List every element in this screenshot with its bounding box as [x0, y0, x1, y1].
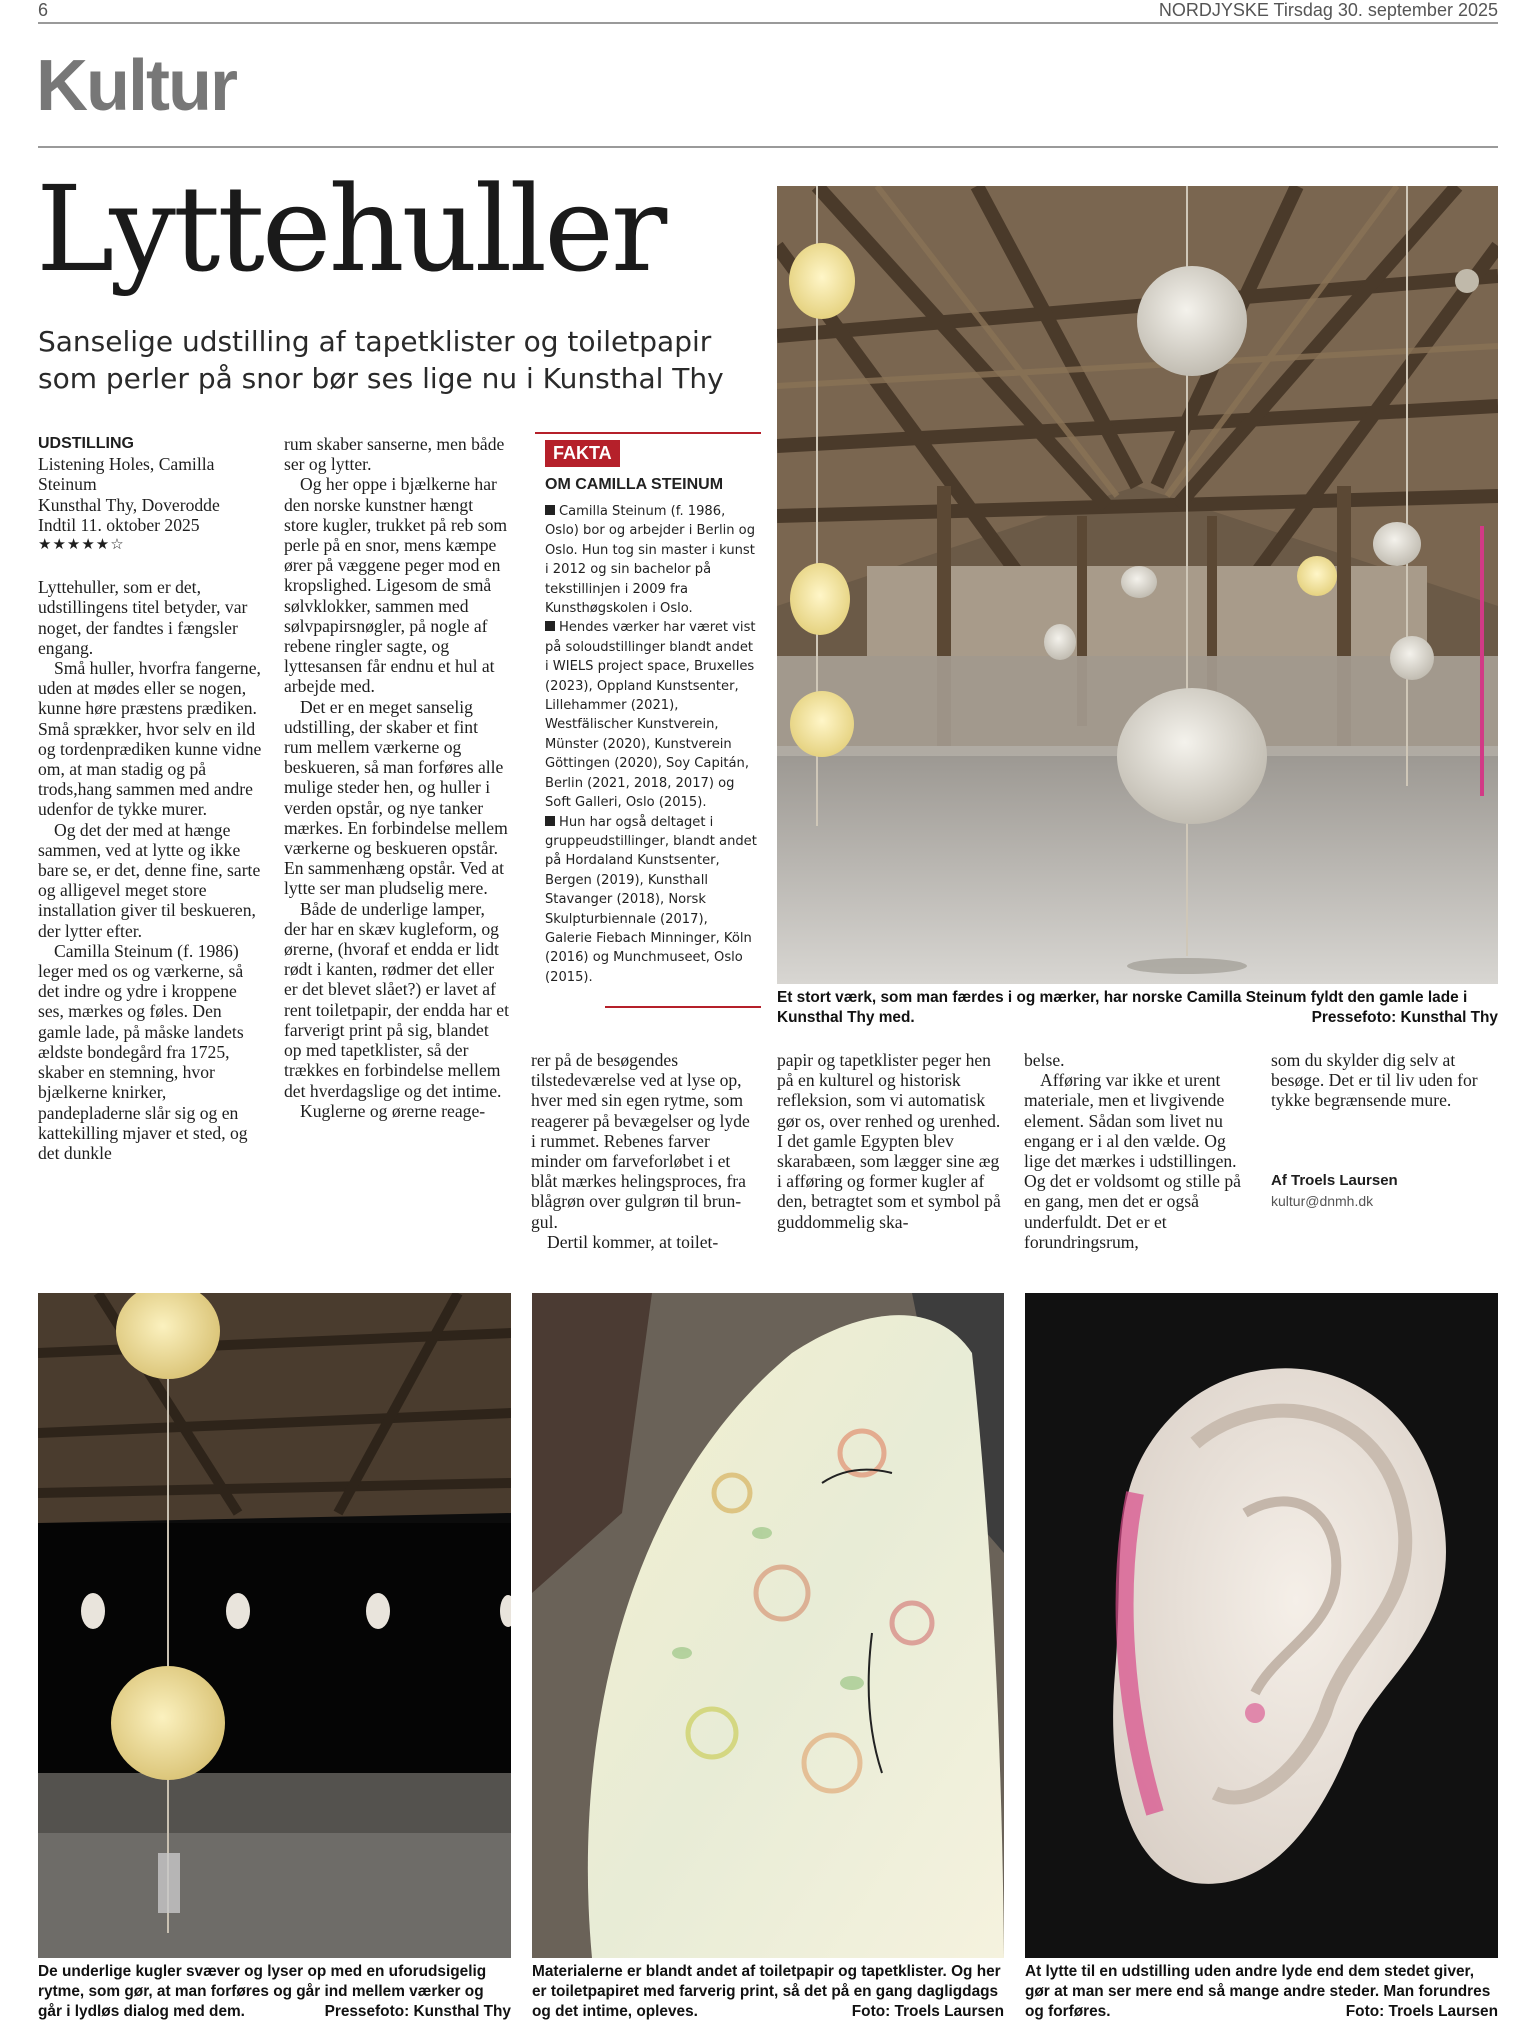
paragraph: belse. — [1024, 1050, 1065, 1070]
caption-text: Et stort værk, som man færdes i og mærker, har norske Camilla Steinum fyldt den gamle lade i Kunsthal Thy med. — [777, 989, 1468, 1026]
byline: Af Troels Laursen — [1271, 1171, 1398, 1189]
section-divider — [38, 146, 1498, 148]
fakta-tag: FAKTA — [545, 440, 620, 467]
paragraph: Camilla Steinum (f. 1986) leger med os og værkerne, så det indre og ydre i kroppene ses, mærkes og føles. Den gamle lade, på måske landets ældste bondegård fra 1725, skaber en stemning, hvor bjælkerne knirker, pandepladerne slår sig og en kattekilling mjaver et sted, og det dunkle — [38, 940, 248, 1163]
main-photo — [777, 186, 1498, 984]
info-label: UDSTILLING — [38, 435, 134, 452]
paragraph: Dertil kommer, at toilet- — [547, 1231, 719, 1252]
fakta-top-rule — [535, 432, 761, 434]
fakta-item: Camilla Steinum (f. 1986, Oslo) bor og arbejder i Berlin og Oslo. Hun tog sin master i kunst i 2012 og sin bachelor på tekstillinjen i 2009 fra Kunsthøgskolen i Oslo. — [545, 504, 756, 617]
star-rating: ★★★★★☆ — [38, 537, 125, 554]
info-dates: Indtil 11. oktober 2025 — [38, 514, 200, 535]
page-number: 6 — [38, 0, 49, 20]
paragraph: som du skylder dig selv at besøge. Det er til liv uden for tykke begrænsende mure. — [1271, 1050, 1478, 1111]
caption-credit: Pressefoto: Kunsthal Thy — [1311, 1009, 1498, 1026]
paragraph: papir og tapetklister peger hen på en kulturel og historisk refleksion, som vi automatisk gør os, over renhed og urenhed. I det gamle Egypten blev skarabæen, som lægger sine æg i afføring og former kugler af den, betragtet som et symbol på guddommelig ska- — [777, 1050, 1001, 1232]
paragraph: Og det der med at hænge sammen, ved at lytte og ikke bare se, er det, denne fine, sarte og alligevel meget store installation giver til beskueren, der lytter efter. — [38, 819, 261, 941]
photo-paper-closeup — [532, 1293, 1004, 1958]
bullet-square-icon — [545, 816, 555, 826]
right-photo-caption — [1025, 1962, 1498, 2022]
article-column-2 — [284, 434, 510, 1121]
caption-text: Materialerne er blandt andet af toiletpapir og tapetklister. Og her er toiletpapiret med farverig print, så det på en gang dagligdags og det intime, opleves. — [532, 1963, 1001, 2020]
bullet-square-icon — [545, 621, 555, 631]
paragraph: Kuglerne og ørerne reage- — [300, 1100, 486, 1121]
paragraph: Og her oppe i bjælkerne har den norske kunstner hængt store kugler, trukket på reb som perle på en snor, mens kæmpe ører på væggene peger mod en kropslighed. Ligesom de små sølvklokker, sammen med sølvpapirsnøgler, på nogle af rebene ringler sagte, og lyttesansen får endnu et hul at arbejde med. — [284, 474, 508, 697]
caption-text: De underlige kugler svæver og lyser op med en uforudsigelig rytme, som gør, at man forføres og går ind mellem værker og går i lydløs dialog med dem. — [38, 1963, 487, 2020]
paragraph: rer på de besøgendes tilstedeværelse ved at lyse op, hver med sin egen rytme, som reagerer på bevægelser og lyde i rummet. Rebenes farver minder om farveforløbet i et blåt mærkes helingsproces, fra blågrøn over gulgrøn til brun-gul. — [531, 1050, 750, 1232]
caption-text: At lytte til en udstilling uden andre lyde end dem stedet giver, gør at man ser mere end så mange andre steder. Man forundres og forføres. — [1025, 1963, 1491, 2020]
paragraph: Afføring var ikke et urent materiale, men et livgivende element. Sådan som livet nu engang er i al den vælde. Og lige det mærkes i udstillingen. Og det er voldsomt og stille på en gang, men det er også underfuldt. Det er et forundringsrum, — [1024, 1070, 1241, 1252]
caption-credit: Foto: Troels Laursen — [851, 2003, 1004, 2020]
fakta-bottom-rule — [605, 1006, 761, 1008]
publication-date: NORDJYSKE Tirsdag 30. september 2025 — [1158, 0, 1498, 20]
section-title: Kultur — [36, 46, 236, 126]
info-title: Listening Holes, Camilla Steinum — [38, 454, 215, 495]
fakta-item: Hun har også deltaget i gruppeudstillinger, blandt andet på Hordaland Kunstsenter, Bergen (2019), Kunsthall Stavanger (2018), Norsk Skulpturbiennale (2017), Galerie Fiebach Minninger, Köln (2016) og Munchmuseet, Oslo (2015). — [545, 814, 757, 985]
bullet-square-icon — [545, 505, 555, 515]
headline: Lyttehuller — [36, 160, 665, 298]
main-photo-caption — [777, 988, 1498, 1028]
page-header — [38, 0, 1498, 24]
photo-hanging-spheres — [38, 1293, 511, 1958]
deck: Sanselige udstilling af tapetklister og toiletpapir som perler på snor bør ses lige nu i Kunsthal Thy — [38, 325, 724, 395]
info-venue: Kunsthal Thy, Doverodde — [38, 494, 220, 515]
paragraph: rum skaber sanserne, men både ser og lytter. — [284, 434, 505, 475]
fakta-body — [545, 502, 757, 987]
left-photo-caption — [38, 1962, 511, 2022]
article-column-5 — [1024, 1050, 1250, 1252]
paragraph: Det er en meget sanselig udstilling, der skaber et fint rum mellem værkerne og beskueren, så man forføres alle mulige steder hen, og huller i verden opstår, og nye tanker mærkes. En forbindelse mellem værkerne og beskueren opstår. En sammenhæng opstår. Ved at lytte ser man pludselig mere. — [284, 696, 508, 899]
article-column-6 — [1271, 1050, 1497, 1211]
middle-photo-caption — [532, 1962, 1004, 2022]
author-email[interactable]: kultur@dnmh.dk — [1271, 1192, 1374, 1209]
article-column-4 — [777, 1050, 1003, 1232]
paragraph: Små huller, hvorfra fangerne, uden at mødes eller se nogen, kunne høre præstens prædiken. Små sprækker, hvor selv en ild og tordenprædiken kunne vidne om, at man stadig og på trods,hang sammen med andre udenfor de tykke murer. — [38, 658, 262, 820]
paragraph: Lyttehuller, som er det, udstillingens titel betyder, var noget, der fandtes i fængsler engang. — [38, 577, 248, 658]
photo-ear-sculpture — [1025, 1293, 1498, 1958]
caption-credit: Pressefoto: Kunsthal Thy — [324, 2003, 511, 2020]
article-column-3 — [531, 1050, 757, 1252]
paragraph: Både de underlige lamper, der har en skæv kugleform, og ørerne, (hvoraf et endda er lidt rødt i kanten, rødmer det eller er det blevet slået?) er lavet af rent toiletpapir, der endda har et farverigt print på sig, blandet op med tapetklister, så der trækkes en forbindelse mellem det hverdagslige og det intime. — [284, 898, 509, 1101]
caption-credit: Foto: Troels Laursen — [1345, 2003, 1498, 2020]
fakta-title: OM CAMILLA STEINUM — [545, 476, 724, 493]
article-column-1 — [38, 434, 263, 1163]
fakta-item: Hendes værker har været vist på soloudstillinger blandt andet i WIELS project space, Bruxelles (2023), Oppland Kunstsenter, Lillehammer (2021), Westfälischer Kunstverein, Münster (2020), Kunstverein Göttingen (2020), Soy Capitán, Berlin (2021, 2018, 2017) og Soft Galleri, Oslo (2015). — [545, 620, 756, 811]
